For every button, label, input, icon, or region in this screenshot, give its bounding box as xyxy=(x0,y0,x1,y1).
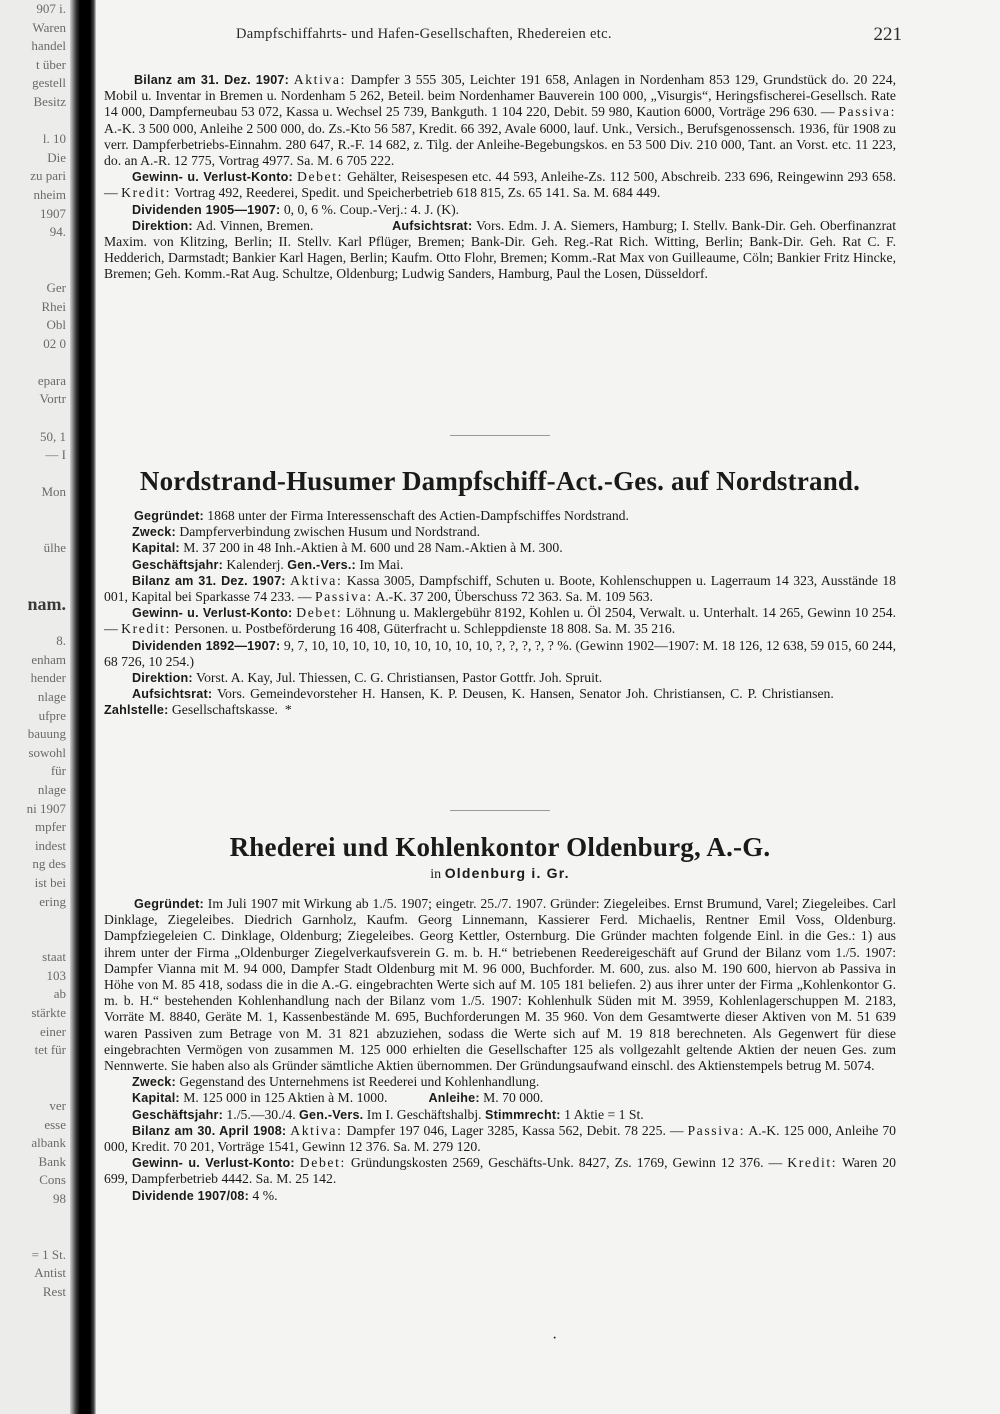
bilanz-paragraph xyxy=(104,573,896,605)
bilanz-label: Bilanz am 31. Dez. 1907: xyxy=(134,73,289,87)
company-heading-oldenburg xyxy=(104,832,896,889)
left-margin-fragment: Waren xyxy=(32,19,66,35)
bilanz-text-aktiva: Kassa 3005, Dampfschiff, Schuten u. Boote, Kohlenschuppen u. Lagerraum 14 323, Ausstände 18 001, Kapital bei Sparkasse 74 233. — xyxy=(104,572,897,605)
kapital-text: M. 125 000 in 125 Aktien à M. 1000. xyxy=(183,1090,388,1106)
bilanz-text-aktiva: Dampfer 197 046, Lager 3285, Kassa 562, Debit. 78 225. — xyxy=(346,1122,684,1138)
zweck-label: Zweck: xyxy=(132,525,176,540)
left-margin-fragment: ering xyxy=(39,893,66,909)
bilanz-label: Bilanz am 30. April 1908: xyxy=(132,1123,287,1138)
left-margin-fragment: albank xyxy=(31,1135,66,1151)
geschaeftsjahr-paragraph xyxy=(104,557,896,573)
section-nordstrand xyxy=(104,508,896,719)
left-margin-fragment: Ger xyxy=(46,279,66,295)
zweck-paragraph xyxy=(104,524,896,540)
left-margin-fragment xyxy=(0,465,70,484)
location-prefix: in xyxy=(430,867,442,882)
left-margin-fragment: t über xyxy=(36,56,66,72)
gegruendet-text: 1868 unter der Firma Interessenschaft des Actien-Dampfschiffes Nordstrand. xyxy=(207,508,629,523)
dividenden-paragraph xyxy=(104,202,896,218)
left-margin-fragment: staat xyxy=(42,949,66,965)
left-margin-fragment xyxy=(0,1227,70,1246)
dividenden-text: 0, 0, 6 %. Coup.-Verj.: 4. J. (K). xyxy=(283,201,460,217)
left-margin-fragment: einer xyxy=(40,1023,66,1039)
left-margin-fragment xyxy=(0,409,70,428)
guv-text-debet: Gründungskosten 2569, Geschäfts-Unk. 8427, Zs. 1769, Gewinn 12 376. — xyxy=(350,1155,783,1171)
gegruendet-paragraph xyxy=(104,896,896,1074)
left-margin-fragment: mpfer xyxy=(34,819,66,835)
left-margin-fragment: Besitz xyxy=(33,93,66,109)
direktion-paragraph xyxy=(104,218,896,283)
left-margin-fragment: 8. xyxy=(56,633,66,649)
dividenden-text: 9, 7, 10, 10, 10, 10, 10, 10, 10, 10, 10, ?, ?, ?, ?, ? %. (Gewinn 1902—1907: M. 18 126, 12 638, 59 015, 60 244, 68 726, 10 254.) xyxy=(104,637,896,669)
aufsichtsrat-paragraph xyxy=(104,686,896,718)
left-margin-fragment: 50, 1 xyxy=(40,428,66,444)
print-speck: · xyxy=(552,1330,558,1347)
left-margin-adjacent-page xyxy=(0,0,70,1414)
kredit-label: Kredit: xyxy=(121,621,172,637)
left-margin-fragment: stärkte xyxy=(31,1005,66,1021)
anleihe-text: M. 70 000. xyxy=(483,1090,544,1106)
left-margin-fragment xyxy=(0,930,70,949)
gen-vers-label: Gen.-Vers. xyxy=(299,1107,364,1122)
gen-vers-label: Gen.-Vers.: xyxy=(287,557,356,572)
guv-label: Gewinn- u. Verlust-Konto: xyxy=(132,1156,295,1171)
left-margin-fragment: 1907 xyxy=(40,205,66,221)
left-margin-fragment: für xyxy=(50,763,66,779)
aktiva-label: Aktiva: xyxy=(293,72,347,87)
kapital-label: Kapital: xyxy=(132,1091,180,1106)
page-header xyxy=(104,20,902,50)
stimmrecht-label: Stimmrecht: xyxy=(485,1107,561,1122)
left-margin-fragment: indest xyxy=(34,837,66,853)
left-margin-fragment: ni 1907 xyxy=(26,800,66,816)
bilanz-label: Bilanz am 31. Dez. 1907: xyxy=(132,573,286,588)
left-margin-fragment: Bank xyxy=(38,1153,66,1169)
passiva-label: Passiva: xyxy=(314,589,373,605)
left-margin-fragment: zu pari xyxy=(30,168,66,184)
left-margin-fragment: 103 xyxy=(46,967,66,983)
section-divider xyxy=(450,435,550,436)
left-margin-fragment: tet für xyxy=(34,1042,66,1058)
bilanz-text-passiva: A.-K. 125 000, Anleihe 70 000, Kredit. 70 201, Vorträge 1541, Gewinn 12 376. Sa. M. 279 120. xyxy=(104,1122,897,1155)
section-divider xyxy=(450,810,550,811)
aufsichtsrat-label: Aufsichtsrat: xyxy=(132,687,213,702)
debet-label: Debet: xyxy=(299,1155,346,1171)
running-title: Dampfschiffahrts- und Hafen-Gesellschaften, Rhedereien etc. xyxy=(236,26,612,42)
left-margin-fragment: sowohl xyxy=(28,744,66,760)
kredit-label: Kredit: xyxy=(787,1155,838,1171)
guv-text-kredit: Personen. u. Postbeförderung 16 408, Güterfracht u. Schleppdienste 18 808. Sa. M. 35 216. xyxy=(174,621,676,637)
direktion-paragraph xyxy=(104,670,896,686)
left-margin-fragment: ver xyxy=(49,1098,66,1114)
left-margin-fragment: Vortr xyxy=(39,391,66,407)
left-margin-fragment: Rhei xyxy=(41,298,66,314)
debet-label: Debet: xyxy=(296,169,344,185)
left-margin-fragment xyxy=(0,576,70,595)
bilanz-paragraph xyxy=(104,72,896,169)
footnote-star: * xyxy=(284,702,292,718)
left-margin-fragment: nlage xyxy=(37,688,66,704)
direktion-label: Direktion: xyxy=(132,671,193,686)
guv-text-debet: Gehälter, Reisespesen etc. 44 593, Anleihe-Zs. 112 500, Abschreib. 233 696, Reingewinn 293 658. — xyxy=(104,169,897,201)
anleihe-label: Anleihe: xyxy=(428,1091,480,1106)
dividende-label: Dividende 1907/08: xyxy=(132,1188,249,1203)
left-margin-fragment xyxy=(0,502,70,521)
gegruendet-text: Im Juli 1907 mit Wirkung ab 1./5. 1907; eingetr. 25./7. 1907. Gründer: Ziegeleibes. Ernst Brumund, Varel; Ziegeleibes. Carl Dinklage, Ziegeleibes. Diedrich Garnholz, Kaufm. Georg Linnemann, Kassierer Ferd. Michaelis, Rentner Emil Voss, Oldenburg. Dampfziegeleien C. Dinklage, Oldenburg; Ziegeleibes. Georg Kettler, Osternburg. Die Gründer machten folgende Einl. in die Ges.: 1) aus ihrem unter der Firma „Oldenburger Ziegelverkaufsverein G. m. b. H.“ betriebenen Reedereigeschäft auf Grund der Bilanz vom 1./5. 1907: Dampfer Vianna mit M. 94 000, Dampfer Stadt Oldenburg mit M. 96 000, Buchforder. M. 600, zus. also M. 190 600, hiervon ab Passiva in Höhe von M. 85 418, sodass die in die A.-G. eingebrachten Werte sich auf M. 105 181 beliefen. 2) aus ihrer unter der Firma „Kohlenkontor G. m. b. H.“ bestehenden Kohlenhandlung nach der Bilanz vom 1./5. 1907: Kohlenhulk Süden mit M. 3959, Kohlenlagerschuppen M. 2183, Vorräte M. 8840, Geräte M. 1, Kassenbestände M. 695, Buchforderungen M. 35 960. Von dem Gesamtwerte dieser Aktiven von M. 51 639 waren Passiven zum Betrage von M. 31 821 abzuziehen, sodass die Werte sich auf M. 19 818 berechneten. Als Gegenwert für diese eingebrachten Vermögen von zusammen M. 125 000 erhielten die Gesellschafter 125 als vollgezahlt geltende Aktien der neuen Ges. zum Nennwerte. Sie haben also als Gründer sämtliche Aktien übernommen. Der Gründungsaufwand einschl. des Aktienstempels betrug M. 5074. xyxy=(104,896,897,1074)
zahlstelle-label: Zahlstelle: xyxy=(104,703,169,718)
location-place: Oldenburg i. Gr. xyxy=(444,865,570,881)
kapital-paragraph xyxy=(104,1090,896,1106)
stimmrecht-text: 1 Aktie = 1 St. xyxy=(564,1106,644,1122)
bilanz-text-passiva: A.-K. 37 200, Überschuss 72 363. Sa. M. 109 563. xyxy=(375,589,653,605)
left-margin-fragment: 02 0 xyxy=(43,335,66,351)
guv-label: Gewinn- u. Verlust-Konto: xyxy=(132,606,293,621)
left-margin-fragment xyxy=(0,1209,70,1228)
kapital-text: M. 37 200 in 48 Inh.-Aktien à M. 600 und 28 Nam.-Aktien à M. 300. xyxy=(183,540,563,556)
left-margin-fragment: ab xyxy=(53,986,66,1002)
left-margin-fragment: Mon xyxy=(41,484,66,500)
left-margin-fragment: hender xyxy=(30,670,66,686)
guv-paragraph xyxy=(104,1155,896,1187)
left-margin-fragment: Obl xyxy=(46,317,66,333)
left-margin-fragment xyxy=(0,1060,70,1079)
left-margin-fragment: Antist xyxy=(34,1265,66,1281)
left-margin-fragment xyxy=(0,242,70,261)
left-margin-fragment: ufpre xyxy=(38,707,66,723)
direktion-text: Vorst. A. Kay, Jul. Thiessen, C. G. Christiansen, Pastor Gottfr. Joh. Spruit. xyxy=(195,670,603,686)
left-margin-fragment xyxy=(0,260,70,279)
dividenden-label: Dividenden 1905—1907: xyxy=(132,202,281,217)
dividenden-paragraph xyxy=(104,638,896,670)
left-margin-fragment xyxy=(0,1078,70,1097)
guv-paragraph xyxy=(104,605,896,637)
aktiva-label: Aktiva: xyxy=(290,572,343,588)
direktion-text: Ad. Vinnen, Bremen. xyxy=(195,217,314,233)
zweck-text: Gegenstand des Unternehmens ist Reederei und Kohlenhandlung. xyxy=(179,1074,540,1090)
left-margin-fragment: epara xyxy=(37,372,66,388)
left-margin-fragment: ülhe xyxy=(43,540,66,556)
bilanz-text-aktiva: Dampfer 3 555 305, Leichter 191 658, Anlagen in Nordenham 853 129, Grundstück do. 20 224, Mobil u. Inventar in Bremen u. Nordenham 5 262, Beteil. beim Nordenhamer Bauverein 100 000, „Visurgis“, Heringsfischerei-Gesellsch. Rate 14 000, Dampferneubau 53 072, Kassa u. Wechsel 25 739, Bankguth. 1 104 220, Debit. 59 980, Kaution 6000, Vorträge 296 630. — xyxy=(104,72,896,120)
section-continued-company xyxy=(104,72,896,283)
geschaeftsjahr-text: Kalenderj. xyxy=(226,556,284,572)
left-margin-fragment: Die xyxy=(47,149,66,165)
geschaeftsjahr-label: Geschäftsjahr: xyxy=(132,557,223,572)
left-margin-fragment: enham xyxy=(31,651,66,667)
kredit-label: Kredit: xyxy=(121,185,172,201)
left-margin-fragment xyxy=(0,558,70,577)
left-margin-fragment: bauung xyxy=(27,726,66,742)
left-margin-fragment: — I xyxy=(45,447,66,463)
passiva-label: Passiva: xyxy=(838,104,896,120)
dividenden-label: Dividenden 1892—1907: xyxy=(132,638,281,653)
bilanz-paragraph xyxy=(104,1123,896,1155)
aktiva-label: Aktiva: xyxy=(290,1122,343,1138)
guv-label: Gewinn- u. Verlust-Konto: xyxy=(132,170,293,185)
page-content xyxy=(104,20,902,1203)
company-title-nordstrand: Nordstrand-Husumer Dampfschiff-Act.-Ges. auf Nordstrand. xyxy=(139,466,861,496)
left-margin-fragment: handel xyxy=(31,38,66,54)
zweck-text: Dampferverbindung zwischen Husum und Nordstrand. xyxy=(179,524,481,540)
guv-paragraph xyxy=(104,169,896,201)
aufsichtsrat-text: Vors. Gemeindevorsteher H. Hansen, K. P. Deusen, K. Hansen, Senator Joh. Christiansen, C. P. Christiansen. xyxy=(216,686,834,702)
left-margin-fragment: Rest xyxy=(42,1283,66,1299)
left-margin-fragment: Cons xyxy=(39,1172,66,1188)
left-margin-fragment: gestell xyxy=(32,75,66,91)
left-margin-fragment: ng des xyxy=(32,856,66,872)
bilanz-text-passiva: A.-K. 3 500 000, Anleihe 2 500 000, do. Zs.-Kto 56 587, Kredit. 66 392, Avale 6000, lauf. Unk., Versich., Berufsgenossensch. 1936, für 1908 zu verr. Dampferbetriebs-Einnahm. 280 647, R.-F. 14 682, z. Tilg. der Anleihe-Begebungskos. en 53 500 Div. 210 000, Tant. an Vorst. etc. 11 223, do. an A.-R. 12 775, Vortrag 4977. Sa. M. 6 705 222. xyxy=(104,120,896,169)
dividende-text: 4 %. xyxy=(252,1187,278,1203)
section-oldenburg xyxy=(104,896,896,1204)
page-number: 221 xyxy=(873,24,902,45)
zweck-label: Zweck: xyxy=(132,1075,176,1090)
gegruendet-label: Gegründet: xyxy=(134,897,204,911)
gen-vers-text: Im I. Geschäftshalbj. xyxy=(366,1106,482,1122)
guv-text-kredit: Waren 20 699, Dampferbetrieb 4442. Sa. M. 25 142. xyxy=(104,1155,897,1187)
dividende-paragraph xyxy=(104,1188,896,1204)
guv-text-debet: Löhnung u. Maklergebühr 8192, Kohlen u. Öl 2504, Verwalt. u. Unterhalt. 14 265, Gewinn 10 254. — xyxy=(104,605,897,637)
left-margin-fragment xyxy=(0,614,70,633)
geschaeftsjahr-label: Geschäftsjahr: xyxy=(132,1107,223,1122)
direktion-label: Direktion: xyxy=(132,218,193,233)
left-margin-fragment: 94. xyxy=(49,224,66,240)
debet-label: Debet: xyxy=(296,605,343,621)
geschaeftsjahr-text: 1./5.—30./4. xyxy=(226,1106,296,1122)
left-margin-fragment: 98 xyxy=(53,1191,66,1206)
aufsichtsrat-label: Aufsichtsrat: xyxy=(392,218,473,233)
left-margin-fragment: 907 i. xyxy=(36,1,66,16)
left-margin-fragment xyxy=(0,521,70,540)
guv-text-kredit: Vortrag 492, Reederei, Spedit. und Speicherbetrieb 618 815, Zs. 65 141. Sa. M. 684 449. xyxy=(174,185,661,201)
company-location xyxy=(104,865,896,883)
left-margin-fragment: l. 10 xyxy=(42,131,66,147)
left-margin-fragment: esse xyxy=(44,1116,66,1132)
zahlstelle-text: Gesellschaftskasse. xyxy=(171,702,278,718)
left-margin-fragment xyxy=(0,112,70,131)
left-margin-fragment xyxy=(0,353,70,372)
gegruendet-label: Gegründet: xyxy=(134,509,204,523)
left-margin-fragment: = 1 St. xyxy=(31,1246,66,1262)
left-margin-fragment: nheim xyxy=(33,186,66,202)
kapital-paragraph xyxy=(104,540,896,556)
kapital-label: Kapital: xyxy=(132,541,180,556)
left-margin-fragment: ist bei xyxy=(34,874,66,890)
zweck-paragraph xyxy=(104,1074,896,1090)
left-margin-fragment: nam. xyxy=(27,594,66,614)
book-gutter xyxy=(70,0,96,1414)
gen-vers-text: Im Mai. xyxy=(359,556,404,572)
aufsichtsrat-text: Vors. Edm. J. A. Siemers, Hamburg; I. Stellv. Bank-Dir. Geh. Oberfinanzrat Maxim. von Klitzing, Berlin; II. Stellv. Karl Pflüger, Bremen; Bank-Dir. Geh. Reg.-Rat Rich. Witting, Berlin; Bank-Dir. Geh. Rat C. F. Hedderich, Darmstadt; Bankier Karl Hagen, Berlin; Kaufm. Otto Flohr, Bremen; Komm.-Rat Max von Guilleaume, Cöln; Bankier Fritz Hincke, Bremen; Geh. Komm.-Rat Aug. Schultze, Oldenburg; Ludwig Sanders, Hamburg, Paul the Losen, Düsseldorf. xyxy=(104,217,897,282)
left-margin-fragment: nlage xyxy=(37,781,66,797)
passiva-label: Passiva: xyxy=(687,1122,746,1138)
left-margin-fragment xyxy=(0,911,70,930)
gegruendet-paragraph xyxy=(104,508,896,524)
geschaeftsjahr-paragraph xyxy=(104,1107,896,1123)
company-title-oldenburg: Rhederei und Kohlenkontor Oldenburg, A.-G. xyxy=(229,832,771,862)
